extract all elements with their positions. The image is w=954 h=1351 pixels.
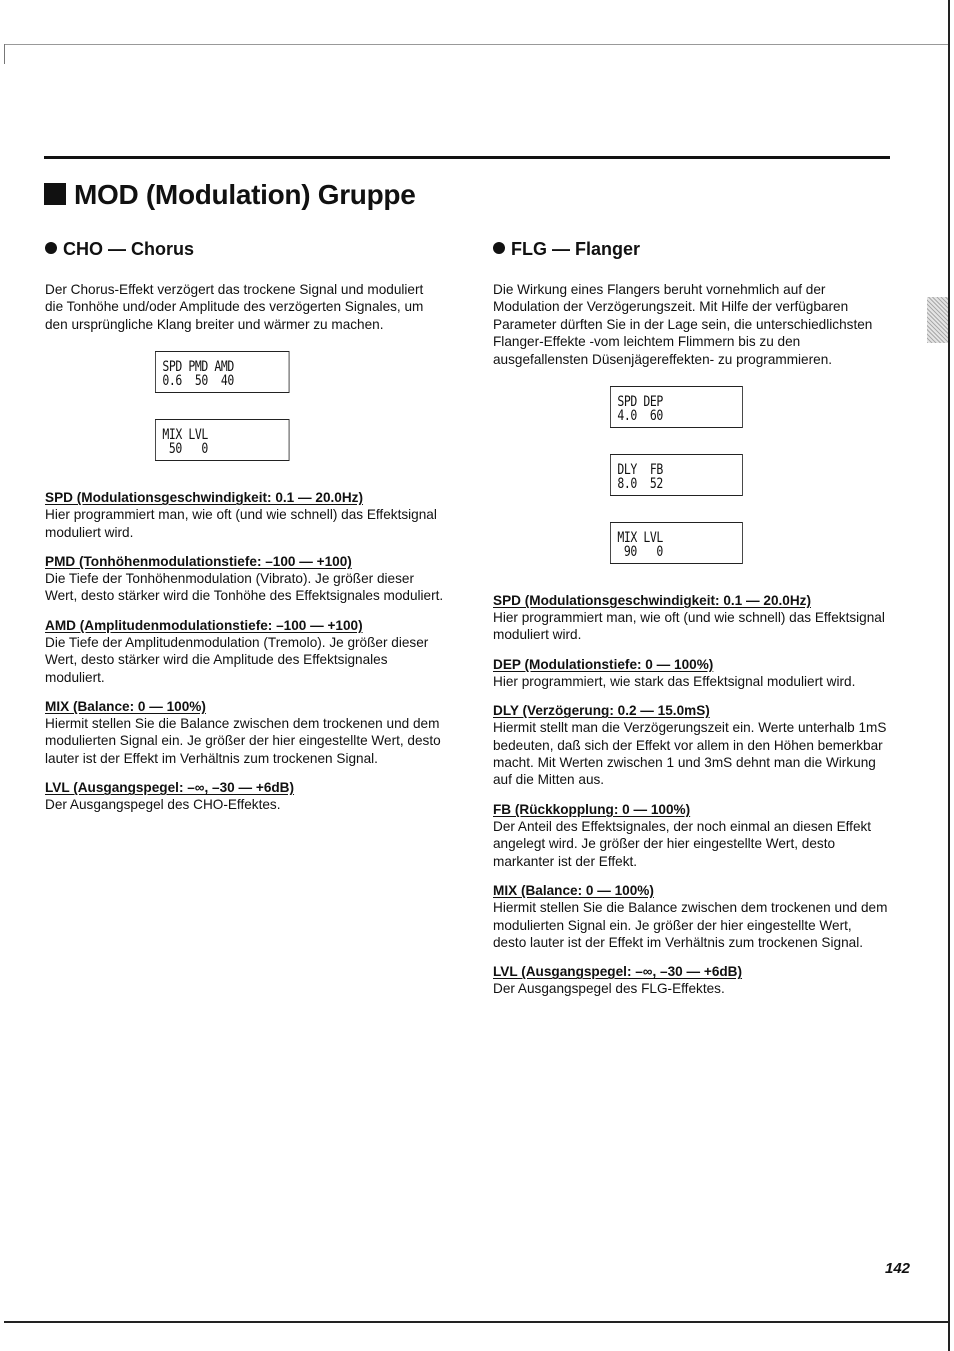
round-bullet-icon [45,242,57,254]
param-heading: AMD (Amplitudenmodulationstiefe: –100 — +100) [45,617,363,633]
param-dep [493,656,888,690]
param-dly [493,702,888,789]
chorus-column [45,237,445,826]
flanger-intro: Die Wirkung eines Flangers beruht vornehmlich auf der Modulation der Verzögerungszeit. Mit Hilfe der verfügbaren Parameter dürften Sie in der Lage sein, die unterschiedlichsten Flanger-Effekte -vom leichtem Flimmern bis zu den ausgefallensten Düsenjägereffekten- zu programmieren. [493,282,873,367]
page-number: 142 [885,1260,911,1277]
lcd-line-2: 90 0 [617,544,663,561]
param-spd [493,592,888,644]
lcd-line-1: SPD DEP [617,394,663,411]
flanger-section-title [493,237,888,261]
scan-edge-bottom [4,1321,948,1323]
flanger-column [493,237,888,1010]
param-body: Hiermit stellen Sie die Balance zwischen dem trockenen und dem modulierten Signal ein. Je größer der hier eingestellte Wert, desto lauter ist der Effekt im Verhältnis zum trockenen Signal. [45,716,441,766]
scan-edge-left [4,44,5,64]
header-rule [44,156,890,159]
lcd-line-2: 0.6 50 40 [162,373,234,390]
param-heading: LVL (Ausgangspegel: –∞, –30 — +6dB) [493,964,743,980]
param-body: Die Tiefe der Amplitudenmodulation (Tremolo). Je größer dieser Wert, desto stärker wird die Amplitude des Effektsignales moduliert. [45,634,429,685]
chorus-intro: Der Chorus-Effekt verzögert das trockene Signal und moduliert die Tonhöhe und/oder Amplitude des verzögerten Signales, um den ursprüngliche Klang breiter und wärmer zu machen. [45,282,424,332]
param-body: Hier programmiert man, wie oft (und wie schnell) das Effektsignal moduliert wird. [493,610,885,643]
lcd-display [610,522,888,564]
param-heading: SPD (Modulationsgeschwindigkeit: 0.1 — 20.0Hz) [493,593,811,609]
lcd-line-2: 8.0 52 [617,476,663,493]
lcd-display [155,419,445,461]
chorus-section-title [45,237,445,261]
param-body: Hier programmiert man, wie oft (und wie schnell) das Effektsignal moduliert wird. [45,507,437,540]
param-pmd [45,553,445,605]
param-body: Die Tiefe der Tonhöhenmodulation (Vibrato). Je größer dieser Wert, desto stärker wird die Tonhöhe des Effektsignales moduliert. [45,571,444,604]
param-heading: PMD (Tonhöhenmodulationstiefe: –100 — +100) [45,554,352,570]
scan-edge-top [4,44,948,45]
chorus-section-title-text: CHO — Chorus [63,239,195,259]
lcd-line-1: DLY FB [617,462,663,479]
param-heading: DEP (Modulationstiefe: 0 — 100%) [493,656,714,672]
param-lvl [45,779,445,813]
param-fb [493,801,888,870]
param-body: Hiermit stellen Sie die Balance zwischen dem trockenen und dem modulierten Signal ein. Je größer der hier eingestellte Wert, desto lauter ist der Effekt im Verhältnis zum trockenen Signal. [493,900,888,950]
param-body: Der Anteil des Effektsignales, der noch einmal an diesen Effekt angelegt wird. Je größer der hier eingestellte Wert, desto markanter ist der Effekt. [493,818,872,869]
param-heading: FB (Rückkopplung: 0 — 100%) [493,801,691,817]
param-mix [45,698,445,767]
param-amd [45,617,445,686]
param-heading: LVL (Ausgangspegel: –∞, –30 — +6dB) [45,780,295,796]
lcd-display [155,351,445,393]
chorus-displays [155,351,445,461]
square-bullet-icon [44,183,66,205]
param-heading: MIX (Balance: 0 — 100%) [45,699,206,715]
param-heading: SPD (Modulationsgeschwindigkeit: 0.1 — 20.0Hz) [45,490,363,506]
round-bullet-icon [493,242,505,254]
param-body: Hier programmiert, wie stark das Effektsignal moduliert wird. [493,673,856,689]
param-heading: DLY (Verzögerung: 0.2 — 15.0mS) [493,703,710,719]
lcd-line-2: 4.0 60 [617,408,663,425]
param-spd [45,489,445,541]
param-lvl [493,963,888,997]
page-title [44,178,416,212]
lcd-line-1: SPD PMD AMD [162,359,234,376]
param-mix [493,882,888,951]
param-body: Hiermit stellt man die Verzögerungszeit ein. Werte unterhalb 1mS bedeuten, daß sich der Effekt vor allem in den Höhen bemerkbar macht. Mit Werten zwischen 1 und 3mS dehnt man die Wirkung auf die Mitten aus. [493,720,887,788]
flanger-section-title-text: FLG — Flanger [511,239,641,259]
scan-edge-right [948,0,950,1351]
page-title-text: MOD (Modulation) Gruppe [74,179,416,210]
flanger-displays [610,386,888,564]
lcd-display [610,386,888,428]
param-heading: MIX (Balance: 0 — 100%) [493,883,654,899]
lcd-line-1: MIX LVL [617,530,663,547]
thumb-index-tab [927,297,948,343]
param-body: Der Ausgangspegel des CHO-Effektes. [45,797,281,813]
lcd-display [610,454,888,496]
lcd-line-1: MIX LVL [162,427,208,444]
lcd-line-2: 50 0 [162,441,208,458]
param-body: Der Ausgangspegel des FLG-Effektes. [493,981,725,997]
